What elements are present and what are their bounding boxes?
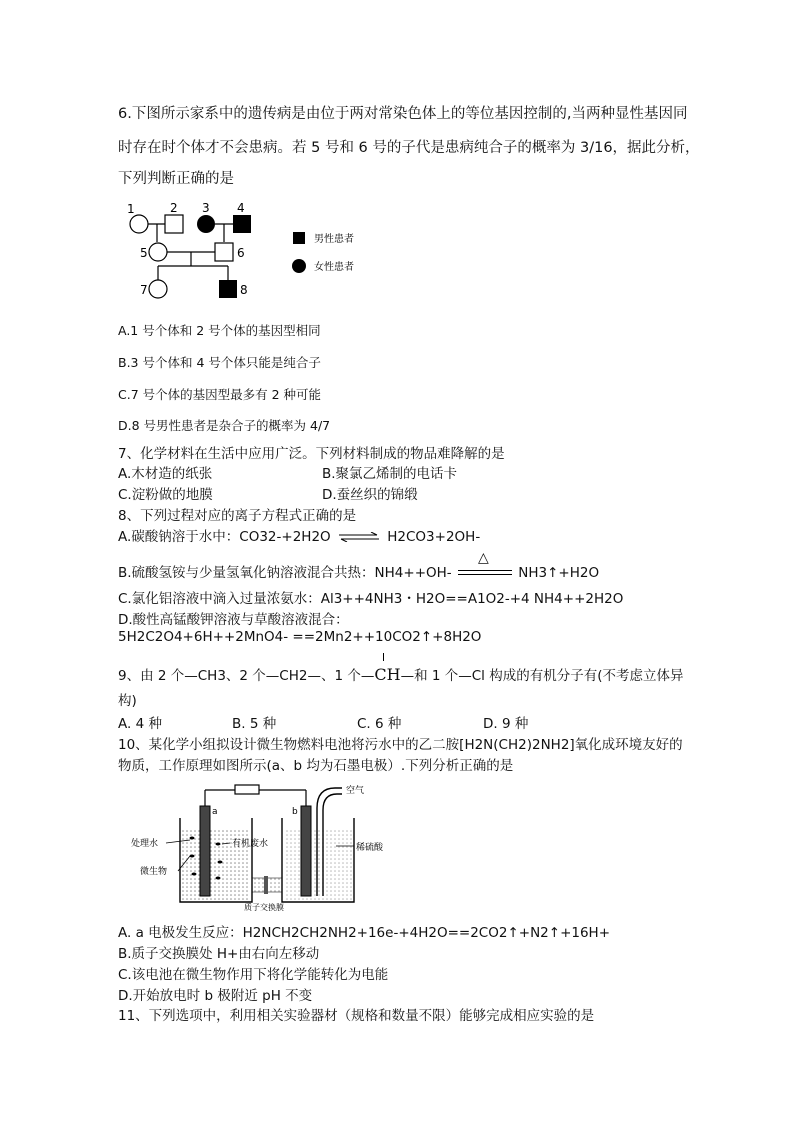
q10-option-b: B.质子交换膜处 H+由右向左移动 xyxy=(118,946,320,962)
ch-group xyxy=(374,665,400,684)
membrane-mark xyxy=(264,876,268,894)
q9-option-a: A. 4 种 xyxy=(118,716,162,732)
q9-stem-line2: 构) xyxy=(118,693,137,709)
pedigree-label-4: 4 xyxy=(237,201,245,215)
pedigree-individual-6 xyxy=(215,243,233,261)
pedigree-individual-5 xyxy=(149,243,167,261)
q6-stem-line3: 下列判断正确的是 xyxy=(118,171,234,187)
legend-male-label: 男性患者 xyxy=(314,234,354,245)
q11-stem: 11、下列选项中，利用相关实验器材（规格和数量不限）能够完成相应实验的是 xyxy=(118,1008,595,1024)
pedigree-label-3: 3 xyxy=(202,201,210,215)
pedigree-label-1: 1 xyxy=(127,202,135,216)
q9-stem-part-a: 9、由 2 个—CH3、2 个—CH2—、1 个— xyxy=(118,668,375,684)
q10-stem-line2: 物质，工作原理如图所示(a、b 均为石墨电极）.下列分析正确的是 xyxy=(118,758,514,774)
q6-stem-line1: 6.下图所示家系中的遗传病是由位于两对常染色体上的等位基因控制的,当两种显性基因同 xyxy=(118,106,688,122)
q7-option-c: C.淀粉做的地膜 xyxy=(118,487,213,503)
q8-b-left: B.硫酸氢铵与少量氢氧化钠溶液混合共热：NH4++OH- xyxy=(118,565,452,581)
electrode-a-label: a xyxy=(212,807,218,817)
pedigree-label-6: 6 xyxy=(237,246,245,260)
legend-female-label: 女性患者 xyxy=(314,262,354,273)
q8-a-right: H2CO3+2OH- xyxy=(387,529,481,545)
q7-option-d: D.蚕丝织的锦缎 xyxy=(322,487,418,503)
organic-wastewater-label: 有机废水 xyxy=(232,839,269,849)
pedigree-label-2: 2 xyxy=(170,201,178,215)
q9-stem-part-b: —和 1 个—Cl 构成的有机分子有(不考虑立体异 xyxy=(400,668,684,684)
legend-male-symbol xyxy=(293,232,305,244)
pedigree-individual-4 xyxy=(233,215,251,233)
q6-option-c: C.7 号个体的基因型最多有 2 种可能 xyxy=(118,387,322,402)
q9-option-d: D. 9 种 xyxy=(483,716,529,732)
q7-option-b: B.聚氯乙烯制的电话卡 xyxy=(322,466,458,482)
ch-label: CH xyxy=(374,665,401,684)
q6-option-b: B.3 号个体和 4 号个体只能是纯合子 xyxy=(118,355,321,370)
heating-condition xyxy=(456,550,514,580)
q8-option-d-equation: 5H2C2O4+6H++2MnO4- ==2Mn2++10CO2↑+8H2O xyxy=(118,629,482,645)
q10-stem-line1: 10、某化学小组拟设计微生物燃料电池将污水中的乙二胺[H2N(CH2)2NH2]氧化成环境友好的 xyxy=(118,737,683,753)
q8-option-a xyxy=(118,525,480,545)
q9-option-c: C. 6 种 xyxy=(357,716,402,732)
q6-stem-line2: 时存在时个体才不会患病。若 5 号和 6 号的子代是患病纯合子的概率为 3/16，据此分析， xyxy=(118,140,700,156)
q6-option-d: D.8 号男性患者是杂合子的概率为 4/7 xyxy=(118,418,331,433)
ch-bond-line xyxy=(383,653,384,661)
electrode-b-label: b xyxy=(292,807,298,817)
q8-option-b xyxy=(118,550,600,581)
q7-option-a: A.木材造的纸张 xyxy=(118,466,213,482)
q8-option-d: D.酸性高锰酸钾溶液与草酸溶液混合： xyxy=(118,612,349,628)
legend-female-symbol xyxy=(292,259,306,273)
q10-option-d: D.开始放电时 b 极附近 pH 不变 xyxy=(118,988,313,1004)
electrode-b xyxy=(301,806,311,896)
microbe-label: 微生物 xyxy=(140,867,168,877)
treated-water-label: 处理水 xyxy=(131,839,159,849)
q10-option-c: C.该电池在微生物作用下将化学能转化为电能 xyxy=(118,967,389,983)
pedigree-label-8: 8 xyxy=(240,283,248,297)
pedigree-label-5: 5 xyxy=(140,246,148,260)
dilute-acid-label: 稀硫酸 xyxy=(356,843,384,853)
membrane-label: 质子交换膜 xyxy=(244,903,284,912)
pedigree-label-7: 7 xyxy=(140,283,148,297)
q9-stem-line1 xyxy=(118,664,683,684)
q7-stem: 7、化学材料在生活中应用广泛。下列材料制成的物品难降解的是 xyxy=(118,446,505,462)
pedigree-chart xyxy=(118,196,378,308)
pedigree-individual-3 xyxy=(197,215,215,233)
q8-option-c: C.氯化铝溶液中滴入过量浓氨水：Al3++4NH3・H2O==A1O2-+4 NH4++2H2O xyxy=(118,591,624,607)
pedigree-individual-8 xyxy=(219,280,237,298)
q6-option-a: A.1 号个体和 2 号个体的基因型相同 xyxy=(118,323,321,338)
air-label: 空气 xyxy=(346,786,365,796)
pedigree-individual-2 xyxy=(165,215,183,233)
pedigree-individual-7 xyxy=(149,280,167,298)
pedigree-individual-1 xyxy=(130,215,148,233)
electrode-a xyxy=(200,806,210,896)
q8-stem: 8、下列过程对应的离子方程式正确的是 xyxy=(118,508,357,524)
q8-b-right: NH3↑+H2O xyxy=(518,565,600,581)
fuel-cell-diagram xyxy=(130,778,410,914)
delta-symbol: △ xyxy=(477,550,489,566)
q8-a-left: A.碳酸钠溶于水中：CO32-+2H2O xyxy=(118,529,331,545)
q10-option-a: A. a 电极发生反应：H2NCH2CH2NH2+16e-+4H2O==2CO2↑+N2↑+16H+ xyxy=(118,925,611,941)
equilibrium-arrow-icon xyxy=(337,532,381,542)
q9-option-b: B. 5 种 xyxy=(232,716,277,732)
